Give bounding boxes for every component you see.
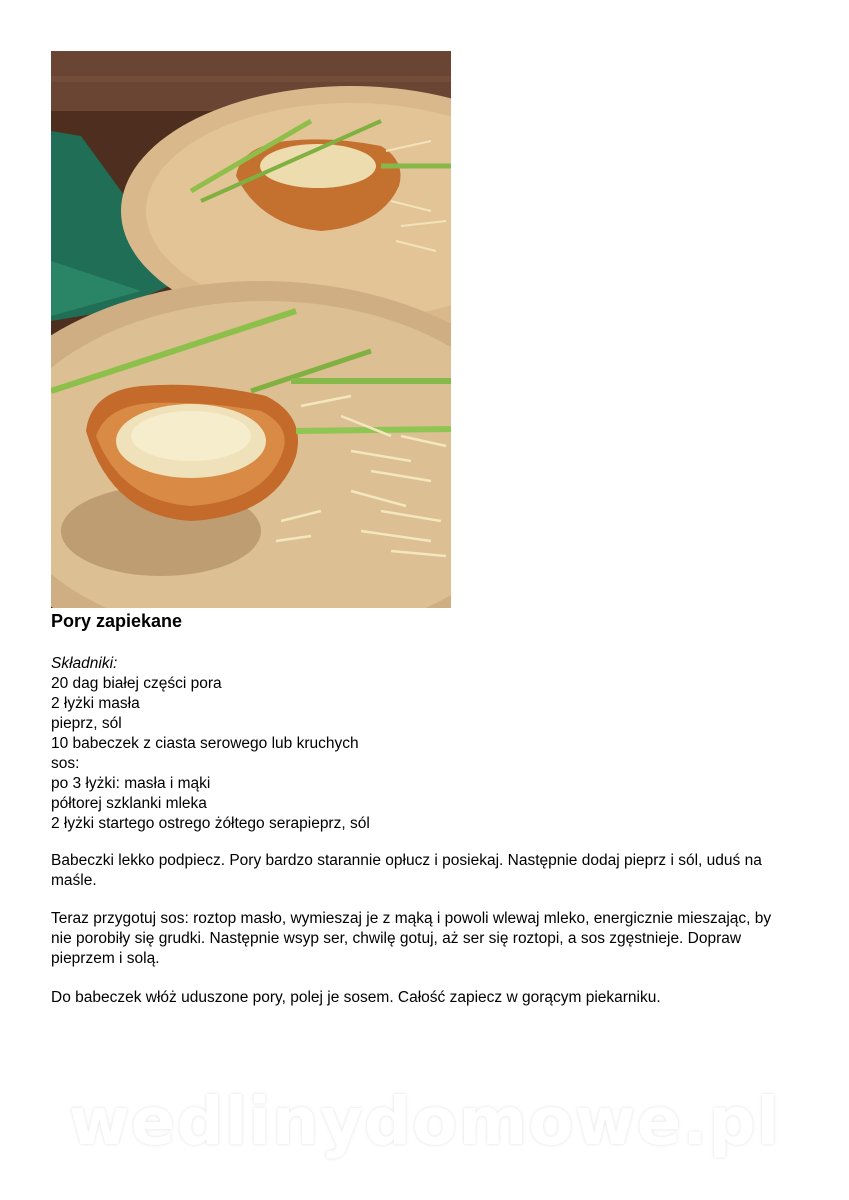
ingredient-item: 20 dag białej części pora — [51, 675, 222, 692]
step-paragraph: Do babeczek włóż uduszone pory, polej je sosem. Całość zapiecz w gorącym piekarniku. — [51, 989, 661, 1006]
step-paragraph: Teraz przygotuj sos: roztop masło, wymieszaj je z mąką i powoli wlewaj mleko, energicznie mieszając, by nie porobiły się grudki. Następnie wsyp ser, chwilę gotuj, aż ser się roztopi, a sos zgęstnieje. Dopraw pieprzem i solą. — [51, 910, 772, 967]
ingredients-list — [51, 654, 471, 834]
site-watermark: wedlinydomowe.pl — [68, 1083, 781, 1160]
recipe-title: Pory zapiekane — [51, 611, 183, 631]
ingredient-item: 10 babeczek z ciasta serowego lub kruchych — [51, 735, 359, 752]
recipe-photo — [51, 51, 451, 608]
ingredient-item: pieprz, sól — [51, 715, 122, 732]
ingredient-item: 2 łyżki startego ostrego żółtego serapieprz, sól — [51, 815, 370, 832]
ingredient-item: półtorej szklanki mleka — [51, 795, 207, 812]
ingredients-label: Składniki: — [51, 655, 118, 672]
step-paragraph: Babeczki lekko podpiecz. Pory bardzo starannie opłucz i posiekaj. Następnie dodaj pieprz i sól, uduś na maśle. — [51, 852, 762, 889]
ingredient-item: 2 łyżki masła — [51, 695, 140, 712]
ingredient-item: po 3 łyżki: masła i mąki — [51, 775, 211, 792]
ingredient-item: sos: — [51, 755, 80, 772]
